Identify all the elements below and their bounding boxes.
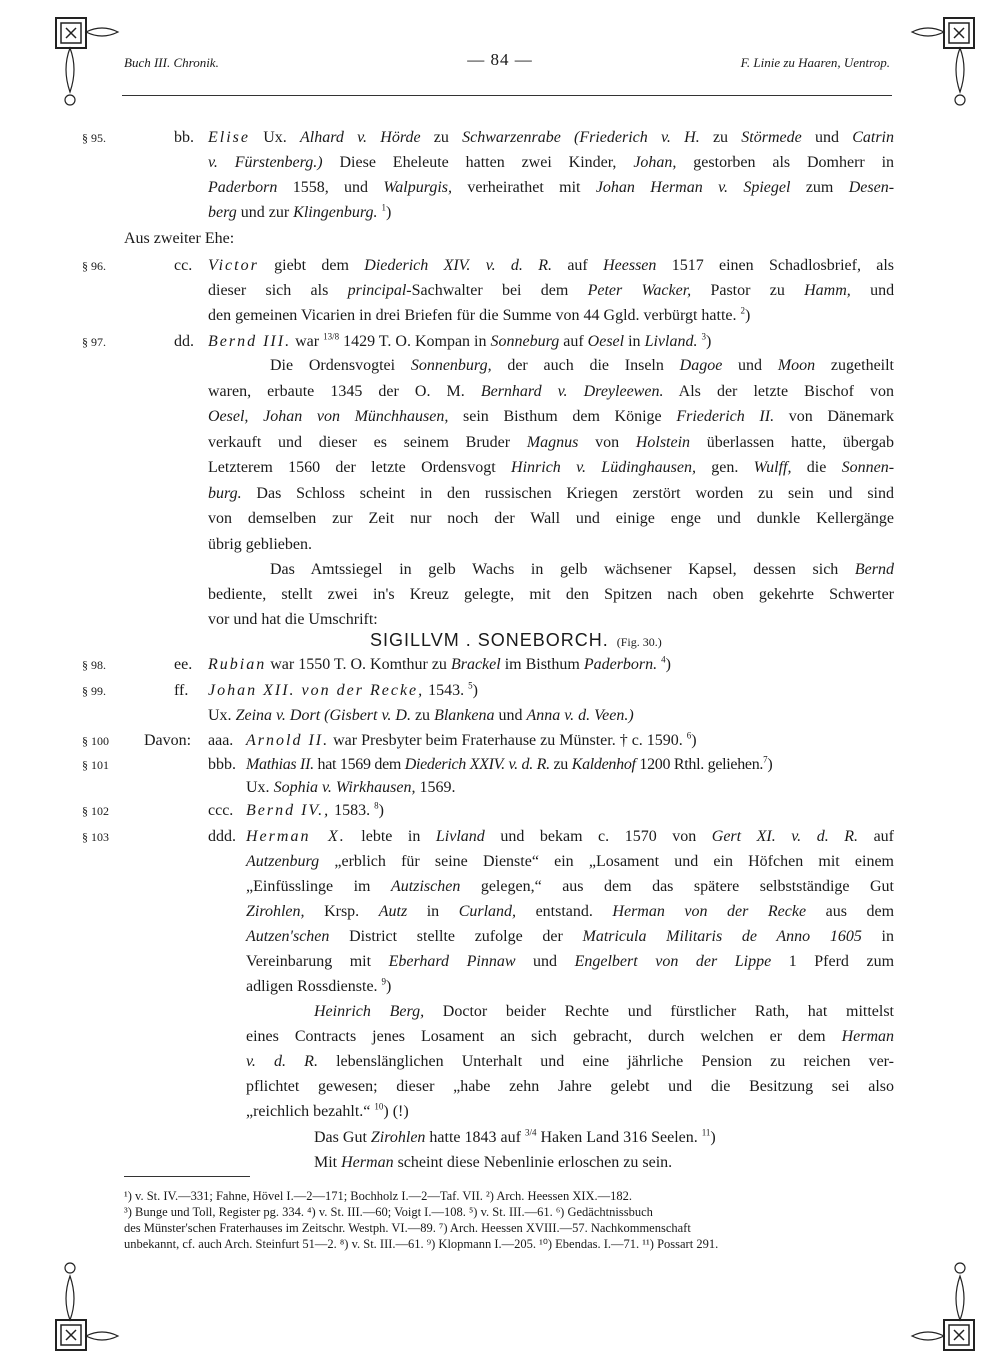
corner-ornament-bottom-right-icon (908, 1254, 978, 1354)
section-marker: § 102 (82, 804, 109, 818)
entry-line: Bernd IV., 1583. $^8$) (246, 800, 384, 819)
entry-marker: ff. (174, 682, 189, 699)
footnote-line: unbekannt, cf. auch Arch. Steinfurt 51—2. ⁸) v. St. III.—61. ⁹) Klopmann I.—205. ¹⁰) Ebendas. I.—71. ¹¹) Possart 291. (124, 1237, 719, 1251)
section-marker: § 97. (82, 335, 106, 349)
section-marker: § 101 (82, 758, 109, 772)
entry-line: Heinrich Berg, Doctor beider Rechte und fürstlicher Rath, hat mittelst (314, 1003, 895, 1020)
entry-line: Vereinbarung mit Eberhard Pinnaw und Engelbert von der Lippe 1 Pferd zum (246, 953, 895, 970)
entry-marker: ddd. (208, 828, 236, 845)
subheading: Aus zweiter Ehe: (124, 230, 235, 247)
entry-line: Johan XII. von der Recke, 1543. $^5$) (208, 680, 478, 699)
section-marker: § 100 (82, 734, 109, 748)
entry-marker: aaa. (208, 732, 234, 749)
entry-line: Herman X. lebte in Livland und bekam c. 1570 von Gert XI. v. d. R. auf (246, 828, 894, 845)
entry-line: verkauft und dieser es seinem Bruder Magnus von Holstein überlassen hatte, übergab (208, 433, 895, 451)
section-marker: § 96. (82, 259, 106, 273)
page-number: — 84 — (467, 50, 533, 69)
entry-line: Ux. Sophia v. Wirkhausen, 1569. (246, 779, 456, 796)
entry-marker: ee. (174, 656, 193, 673)
entry-line: Paderborn 1558, und Walpurgis, verheirathet mit Johan Herman v. Spiegel zum Desen- (208, 179, 895, 196)
entry-line: Mit Herman scheint diese Nebenlinie erloschen zu sein. (314, 1154, 673, 1171)
entry-line: Die Ordensvogtei Sonnenburg, der auch die Inseln Dagoe und Moon zugetheilt (270, 357, 895, 374)
entry-line: Zirohlen, Krsp. Autz in Curland, entstand. Herman von der Recke aus dem (246, 903, 895, 920)
entry-line: bediente, stellt zwei in's Kreuz gelegte, mit den Spitzen nach oben gekehrte Schwerter (208, 586, 894, 603)
entry-marker: dd. (174, 333, 194, 350)
entry-line: von demselben zur Zeit nur noch der Wall und einige enge und dunkle Kellergänge (208, 510, 894, 527)
entry-line: „reichlich bezahlt.“ $^{10}$) (!) (246, 1101, 409, 1120)
entry-line: waren, erbaute 1345 der O. M. Bernhard v. Dreyleewen. Als der letzte Bischof von (208, 382, 895, 400)
entry-marker: cc. (174, 257, 193, 274)
entry-line: Oesel, Johan von Münchhausen, sein Bisthum dem Könige Friederich II. von Dänemark (208, 408, 895, 425)
header-rule (122, 95, 892, 96)
entry-line: Ux. Zeina v. Dort (Gisbert v. D. zu Blankena und Anna v. d. Veen.) (208, 707, 634, 724)
entry-line: Bernd III. war $^{13/8}$ 1429 T. O. Kompan in Sonneburg auf Oesel in Livland. $^3$) (208, 331, 712, 350)
entry-line: Autzenburg „erblich für seine Dienste“ ein „Losament und ein Höfchen mit einem (246, 853, 894, 870)
entry-line: adligen Rossdienste. $^9$) (246, 976, 392, 995)
entry-marker: ccc. (208, 802, 234, 819)
entry-line: Victor giebt dem Diederich XIV. v. d. R. auf Heessen 1517 einen Schadlosbrief, als (208, 257, 895, 274)
entry-line: berg und zur Klingenburg. $^1$) (208, 202, 392, 221)
entry-line: übrig geblieben. (208, 535, 312, 553)
entry-line: pflichtet gewesen; dieser „habe zehn Jahre gelebt und die Besitzung sei also (246, 1078, 894, 1095)
entry-line: Das Gut Zirohlen hatte 1843 auf $^{3/4}$ Haken Land 316 Seelen. $^{11}$) (314, 1127, 716, 1146)
section-marker: § 98. (82, 658, 106, 672)
entry-line: „Einfüsslinge im Autzischen gelegen,“ aus dem das spätere selbstständige Gut (246, 878, 895, 895)
entry-line: burg. Das Schloss scheint in den russischen Kriegen zerstört worden zu sein und sind (208, 484, 894, 502)
entry-line: v. d. R. lebenslänglichen Unterhalt und eine jährliche Pension zu reichen ver- (246, 1053, 895, 1070)
entry-line: Arnold II. war Presbyter beim Fraterhause zu Münster. † c. 1590. $^6$) (246, 730, 697, 749)
entry-line: Rubian war 1550 T. O. Komthur zu Brackel im Bisthum Paderborn. $^4$) (208, 654, 671, 673)
running-header-left: Buch III. Chronik. (124, 55, 219, 70)
footnote-line: ³) Bunge und Toll, Register pg. 334. ⁴) v. St. III.—60; Voigt I.—108. ⁵) v. St. III.—61. ⁶) Gedächtnissbuch (124, 1205, 653, 1219)
entry-line: Autzen'schen District stellte zufolge der Matricula Militaris de Anno 1605 in (246, 928, 894, 945)
entry-line: den gemeinen Vicarien in drei Briefen für die Summe von 44 Ggld. verbürgt hatte. $^2$) (208, 305, 751, 324)
entry-line: eines Contracts jenes Losament an sich gebracht, durch welchen er dem Herman (246, 1028, 894, 1045)
corner-ornament-bottom-left-icon (52, 1254, 122, 1354)
seal-inscription: SIGILLVM . SONEBORCH. (Fig. 30.) (370, 630, 662, 650)
entry-line: Mathias II. hat 1569 dem Diederich XXIV. v. d. R. zu Kaldenhof 1200 Rthl. geliehen.$^7$) (246, 754, 773, 773)
section-marker: § 99. (82, 684, 106, 698)
entry-marker: bbb. (208, 756, 236, 773)
section-marker: § 103 (82, 830, 109, 844)
entry-line: dieser sich als principal-Sachwalter bei dem Peter Wacker, Pastor zu Hamm, und (208, 282, 895, 299)
entry-marker: bb. (174, 129, 194, 146)
figure-reference: (Fig. 30.) (616, 635, 662, 649)
section-marker: § 95. (82, 131, 106, 145)
footnote-line: ¹) v. St. IV.—331; Fahne, Hövel I.—2—171; Bochholz I.—2—Taf. VII. ²) Arch. Heessen XIX.—182. (124, 1189, 633, 1203)
running-header-right: F. Linie zu Haaren, Uentrop. (740, 55, 890, 70)
footnote-line: des Münster'schen Fraterhauses im Zeitschr. Westph. VI.—89. ⁷) Arch. Heessen XVIII.—57. Nachkommenschaft (124, 1221, 691, 1235)
entry-line: Letzterem 1560 der letzte Ordensvogt Hinrich v. Lüdinghausen, gen. Wulff, die Sonnen- (208, 459, 895, 476)
entry-line: v. Fürstenberg.) Diese Eheleute hatten zwei Kinder, Johan, gestorben als Domherr in (208, 154, 895, 171)
entry-line: vor und hat die Umschrift: (208, 611, 378, 628)
entry-line: Elise Ux. Alhard v. Hörde zu Schwarzenrabe (Friederich v. H. zu Störmede und Catrin (208, 129, 894, 146)
subheading: Davon: (144, 732, 192, 749)
footnote-rule (124, 1176, 250, 1177)
entry-line: Das Amtssiegel in gelb Wachs in gelb wächsener Kapsel, dessen sich Bernd (270, 561, 895, 578)
